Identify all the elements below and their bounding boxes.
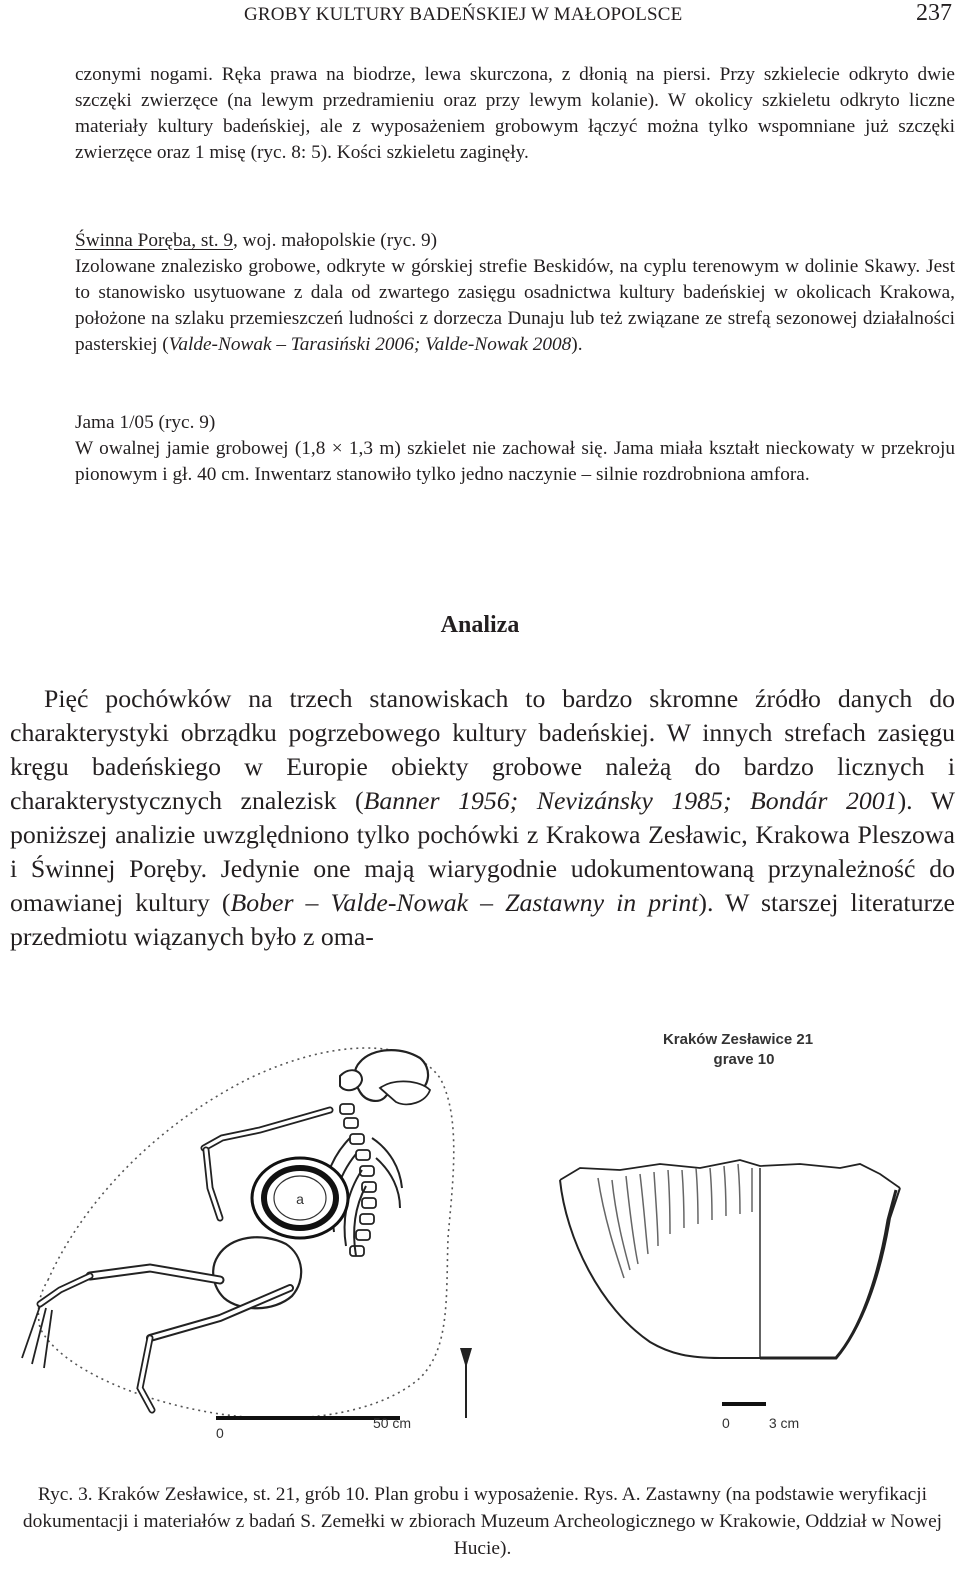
animal-jaw (380, 1081, 430, 1104)
site-location: , woj. małopolskie (ryc. 9) (233, 230, 438, 251)
vessel-scale-bar (722, 1404, 799, 1431)
paragraph-text: W owalnej jamie grobowej (1,8 × 1,3 m) szkielet nie zachował się. Jama miała kształt nieckowaty w przekroju pionowym i gł. 40 cm. Inwentarz stanowiło tylko jedno naczynie – silnie rozdrobniona amfora. (75, 438, 955, 485)
analysis-text-1: Pięć pochówków na trzech stanowiskach to bardzo skromne źródło danych do charakterystyki obrządku pogrzebowego kultury badeńskiej. W innych strefach zasięgu kręgu badeńskiego w Europie obiekty grobowe należą do bardzo licznych i charakterystycznych znalezisk ( (10, 684, 955, 815)
paragraph-body: Izolowane znalezisko grobowe, odkryte w górskiej strefie Beskidów, na cyplu terenowym w dolinie Skawy. Jest to stanowisko usytuowane z dala od zwartego zasięgu osadnictwa kultury badeńskiej w okolicach Krakowa, położone na szlaku przemieszczeń ludności z dorzecza Dunaju lub też związane ze strefą sezonowej działalności pasterskiej ( (75, 256, 955, 355)
vessel-scale-start: 0 (722, 1415, 730, 1431)
vessel-label: a (296, 1191, 304, 1207)
north-arrow-icon (460, 1348, 472, 1418)
citation: Valde-Nowak – Tarasiński 2006; Valde-Nowak 2008 (168, 334, 572, 355)
vessel-scale-end: 3 cm (768, 1415, 800, 1431)
figure-grave-plan (0, 1018, 960, 1463)
citation-1: Banner 1956; Nevizánsky 1985; Bondár 2001 (363, 786, 898, 815)
citation-2: Bober – Valde-Nowak – Zastawny in print (230, 888, 699, 917)
paragraph-text (75, 254, 955, 358)
scale-end-label: 50 cm (372, 1415, 412, 1431)
site-heading (75, 228, 437, 254)
foot-bones (22, 1306, 52, 1368)
running-title: GROBY KULTURY BADEŃSKIEJ W MAŁOPOLSCE (244, 4, 683, 25)
vessel-profile-drawing (560, 1160, 900, 1358)
page-number: 237 (916, 0, 952, 26)
paragraph-grave-description (75, 62, 955, 166)
running-header (0, 0, 960, 40)
grave-pit-outline (38, 1048, 453, 1418)
analysis-paragraph (10, 682, 955, 954)
pelvis (213, 1237, 301, 1308)
paragraph-text: czonymi nogami. Ręka prawa na biodrze, lewa skurczona, z dłonią na piersi. Przy szkielecie odkryto dwie szczęki zwierzęce (na lewym przedramieniu oraz przy lewym kolanie). W okolicy szkieletu odkryto liczne materiały kultury badeńskiej, ale z wyposażeniem grobowym łączyć można tylko wspomniane już szczęki zwierzęce oraz 1 misę (ryc. 8: 5). Kości szkieletu zaginęły. (75, 64, 955, 163)
paragraph-end: ). (571, 334, 583, 355)
paragraph-feature-description (75, 436, 955, 488)
paragraph-site-description (75, 254, 955, 358)
site-name: Świnna Poręba, st. 9 (75, 230, 233, 251)
scale-start-label: 0 (216, 1425, 224, 1441)
analysis-text-3: ). W starszej literaturze przedmiotu wiązanych było z oma- (10, 888, 955, 951)
figure-title-line1: Kraków Zesławice 21 (662, 1031, 814, 1048)
figure-drawing (0, 1018, 960, 1463)
figure-caption: Ryc. 3. Kraków Zesławice, st. 21, grób 10. Plan grobu i wyposażenie. Rys. A. Zastawny (na podstawie weryfikacji dokumentacji i materiałów z badań S. Zemełki w zbiorach Muzeum Archeologicznego w Krakowie, Oddział w Nowej Hucie). (22, 1484, 943, 1559)
vessel-a (252, 1158, 348, 1238)
grave-scale-bar (216, 1415, 411, 1463)
section-heading: Analiza (440, 612, 520, 638)
figure-title-line2: grave 10 (713, 1051, 775, 1068)
analysis-text-2: ). W poniższej analizie uwzględniono tylko pochówki z Krakowa Zesławic, Krakowa Pleszowa i Świnnej Poręby. Jedynie one mają wiarygodnie udokumentowaną przynależność do omawianej kultury ( (10, 786, 956, 917)
feature-heading: Jama 1/05 (ryc. 9) (75, 412, 216, 433)
